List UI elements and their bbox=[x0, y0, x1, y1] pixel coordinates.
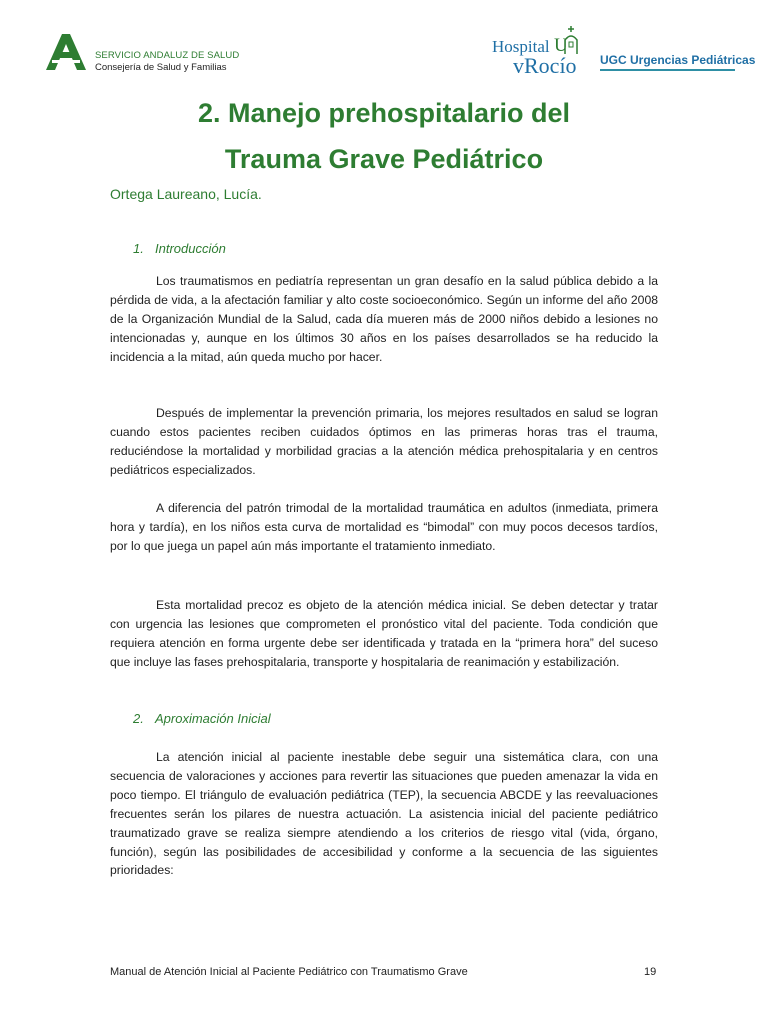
org-line-2: Consejería de Salud y Familias bbox=[95, 62, 227, 73]
chapter-title-line-2: Trauma Grave Pediátrico bbox=[224, 144, 544, 174]
section-number: 2. bbox=[133, 711, 144, 726]
hospital-rocio-word: vRocío bbox=[513, 53, 577, 78]
page-number: 19 bbox=[644, 966, 657, 978]
section-heading-aproximacion bbox=[133, 711, 271, 726]
junta-andalucia-logo-icon bbox=[42, 32, 90, 72]
author: Ortega Laureano, Lucía. bbox=[110, 186, 262, 202]
section-title: Aproximación Inicial bbox=[155, 711, 271, 726]
hospital-word: Hospital bbox=[492, 37, 550, 56]
hospital-u-letter: U bbox=[554, 35, 568, 56]
page-header bbox=[0, 0, 768, 85]
hospital-logo bbox=[490, 26, 756, 78]
footer-title: Manual de Atención Inicial al Paciente Pediátrico con Traumatismo Grave bbox=[110, 966, 468, 978]
section-heading-introduccion bbox=[133, 241, 226, 256]
organization-name bbox=[95, 50, 239, 74]
paragraph: Esta mortalidad precoz es objeto de la atención médica inicial. Se deben detectar y tratar con urgencia las lesiones que comprometen el pronóstico vital del paciente. Toda condición que requiera atención en forma urgente debe ser identificada y tratada en la “primera hora” del suceso que incluye las fases prehospitalaria, transporte y hospitalaria de reanimación y estabilización. bbox=[110, 598, 658, 669]
paragraph: Los traumatismos en pediatría representan un gran desafío en la salud pública debido a la pérdida de vida, a la afectación familiar y alto coste socioeconómico. Según un informe del año 2008 de la Organización Mundial de la Salud, cada día mueren más de 2000 niños debido a lesiones no intencionadas y, aunque en los últimos 30 años en los países desarrollados se ha reducido la incidencia a la mitad, aún queda mucho por hacer. bbox=[110, 274, 658, 364]
ugc-underline bbox=[600, 69, 735, 71]
church-tower-icon bbox=[560, 26, 582, 56]
paragraph: A diferencia del patrón trimodal de la mortalidad traumática en adultos (inmediata, primera hora y tardía), en los niños esta curva de mortalidad es “bimodal” con muy pocos decesos tardíos, por lo que juega un papel aún más importante el tratamiento inmediato. bbox=[110, 501, 658, 553]
ugc-label: UGC Urgencias Pediátricas bbox=[600, 53, 756, 67]
chapter-title-line-1: 2. Manejo prehospitalario del bbox=[197, 98, 571, 128]
section-title: Introducción bbox=[155, 241, 226, 256]
org-line-1: SERVICIO ANDALUZ DE SALUD bbox=[95, 50, 240, 61]
chapter-title bbox=[0, 90, 768, 182]
section-number: 1. bbox=[133, 241, 144, 256]
paragraph: Después de implementar la prevención primaria, los mejores resultados en salud se logran cuando estos pacientes reciben cuidados óptimos en las primeras horas tras el trauma, reduciéndose la mortalidad y morbilidad gracias a la atención médica prehospitalaria y en centros pediátricos especializados. bbox=[110, 406, 658, 477]
paragraph: La atención inicial al paciente inestable debe seguir una sistemática clara, con una secuencia de valoraciones y acciones para revertir las situaciones que pueden amenazar la vida en poco tiempo. El triángulo de evaluación pediátrica (TEP), la secuencia ABCDE y las reevaluaciones frecuentes serán los pilares de nuestra actuación. La asistencia inicial del paciente pediátrico traumatizado grave se realiza siempre atendiendo a los criterios de riesgo vital (vida, órgano, función), según las posibilidades de accesibilidad y conforme a la secuencia de las siguientes prioridades: bbox=[110, 750, 658, 878]
